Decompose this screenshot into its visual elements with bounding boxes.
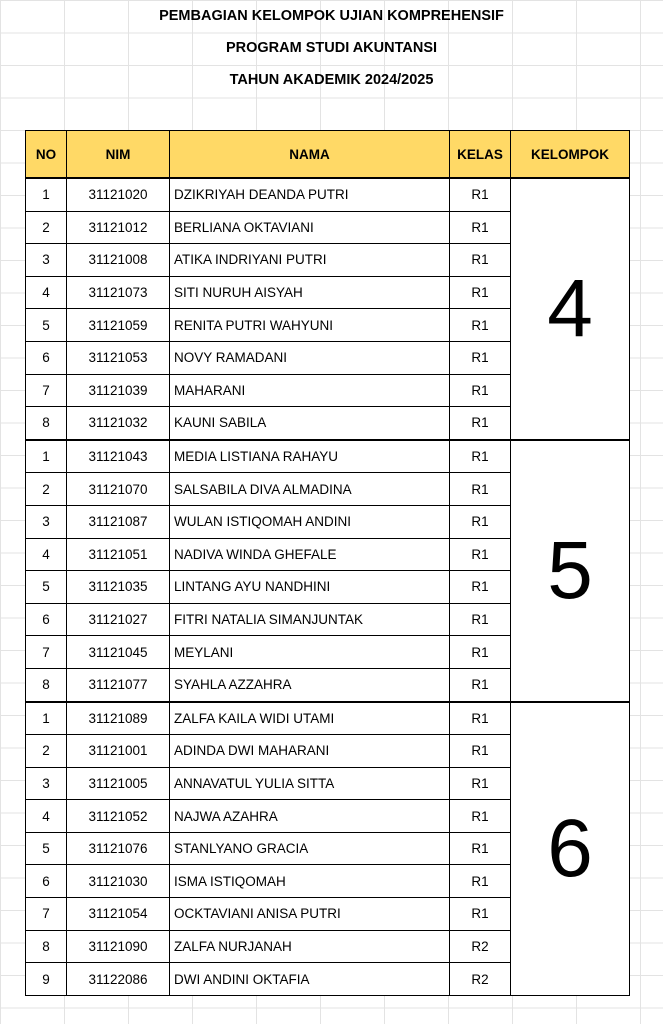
- cell-no[interactable]: 4: [26, 276, 67, 309]
- main-title: PEMBAGIAN KELOMPOK UJIAN KOMPREHENSIF: [159, 8, 504, 24]
- cell-nim[interactable]: 31121027: [67, 603, 170, 636]
- cell-no[interactable]: 8: [26, 930, 67, 963]
- cell-nim[interactable]: 31121039: [67, 374, 170, 407]
- cell-kelas[interactable]: R1: [450, 735, 511, 768]
- cell-nama[interactable]: WULAN ISTIQOMAH ANDINI: [170, 505, 450, 538]
- cell-nama[interactable]: STANLYANO GRACIA: [170, 832, 450, 865]
- cell-nama[interactable]: FITRI NATALIA SIMANJUNTAK: [170, 603, 450, 636]
- cell-kelas[interactable]: R1: [450, 473, 511, 506]
- header-no[interactable]: NO: [26, 131, 67, 179]
- kelompok-number[interactable]: 4: [511, 178, 630, 440]
- header-nim[interactable]: NIM: [67, 131, 170, 179]
- cell-nim[interactable]: 31121053: [67, 341, 170, 374]
- cell-no[interactable]: 1: [26, 178, 67, 211]
- cell-no[interactable]: 7: [26, 898, 67, 931]
- kelompok-number[interactable]: 6: [511, 702, 630, 996]
- group-3: [26, 702, 630, 996]
- cell-nim[interactable]: 31121077: [67, 668, 170, 701]
- cell-kelas[interactable]: R1: [450, 178, 511, 211]
- cell-nama[interactable]: DZIKRIYAH DEANDA PUTRI: [170, 178, 450, 211]
- cell-no[interactable]: 4: [26, 800, 67, 833]
- cell-nama[interactable]: SITI NURUH AISYAH: [170, 276, 450, 309]
- cell-nim[interactable]: 31121001: [67, 735, 170, 768]
- cell-kelas[interactable]: R1: [450, 538, 511, 571]
- cell-no[interactable]: 5: [26, 309, 67, 342]
- cell-nama[interactable]: NAJWA AZAHRA: [170, 800, 450, 833]
- header-row: [26, 131, 630, 179]
- cell-no[interactable]: 3: [26, 244, 67, 277]
- cell-no[interactable]: 1: [26, 702, 67, 735]
- cell-nim[interactable]: 31121051: [67, 538, 170, 571]
- table-row: [26, 178, 630, 211]
- cell-no[interactable]: 7: [26, 374, 67, 407]
- cell-kelas[interactable]: R1: [450, 767, 511, 800]
- cell-kelas[interactable]: R1: [450, 668, 511, 701]
- cell-nama[interactable]: SALSABILA DIVA ALMADINA: [170, 473, 450, 506]
- cell-no[interactable]: 1: [26, 440, 67, 473]
- cell-nim[interactable]: 31121087: [67, 505, 170, 538]
- cell-kelas[interactable]: R1: [450, 374, 511, 407]
- cell-kelas[interactable]: R1: [450, 702, 511, 735]
- cell-no[interactable]: 8: [26, 407, 67, 440]
- cell-nama[interactable]: KAUNI SABILA: [170, 407, 450, 440]
- cell-no[interactable]: 4: [26, 538, 67, 571]
- cell-kelas[interactable]: R1: [450, 505, 511, 538]
- cell-no[interactable]: 2: [26, 735, 67, 768]
- cell-nama[interactable]: RENITA PUTRI WAHYUNI: [170, 309, 450, 342]
- cell-kelas[interactable]: R1: [450, 636, 511, 669]
- cell-nama[interactable]: ZALFA KAILA WIDI UTAMI: [170, 702, 450, 735]
- cell-kelas[interactable]: R1: [450, 407, 511, 440]
- cell-no[interactable]: 8: [26, 668, 67, 701]
- cell-nama[interactable]: MEYLANI: [170, 636, 450, 669]
- cell-no[interactable]: 5: [26, 832, 67, 865]
- document-titles: [0, 0, 663, 96]
- cell-no[interactable]: 7: [26, 636, 67, 669]
- cell-nim[interactable]: 31121012: [67, 211, 170, 244]
- cell-nim[interactable]: 31121005: [67, 767, 170, 800]
- header-kelas[interactable]: KELAS: [450, 131, 511, 179]
- cell-nim[interactable]: 31121030: [67, 865, 170, 898]
- cell-nama[interactable]: SYAHLA AZZAHRA: [170, 668, 450, 701]
- kelompok-number[interactable]: 5: [511, 440, 630, 702]
- cell-kelas[interactable]: R1: [450, 571, 511, 604]
- cell-nama[interactable]: ADINDA DWI MAHARANI: [170, 735, 450, 768]
- group-assignment-table: [25, 130, 630, 996]
- cell-nama[interactable]: MAHARANI: [170, 374, 450, 407]
- cell-nim[interactable]: 31121089: [67, 702, 170, 735]
- cell-nama[interactable]: ISMA ISTIQOMAH: [170, 865, 450, 898]
- cell-kelas[interactable]: R1: [450, 800, 511, 833]
- cell-nim[interactable]: 31121043: [67, 440, 170, 473]
- cell-nama[interactable]: MEDIA LISTIANA RAHAYU: [170, 440, 450, 473]
- cell-nim[interactable]: 31121054: [67, 898, 170, 931]
- table-header: [26, 131, 630, 179]
- cell-no[interactable]: 2: [26, 473, 67, 506]
- cell-nim[interactable]: 31121073: [67, 276, 170, 309]
- cell-no[interactable]: 6: [26, 341, 67, 374]
- cell-kelas[interactable]: R1: [450, 865, 511, 898]
- academic-year-title: TAHUN AKADEMIK 2024/2025: [229, 72, 434, 88]
- cell-kelas[interactable]: R2: [450, 930, 511, 963]
- table-row: [26, 440, 630, 473]
- cell-nama[interactable]: ZALFA NURJANAH: [170, 930, 450, 963]
- cell-no[interactable]: 2: [26, 211, 67, 244]
- cell-nim[interactable]: 31121008: [67, 244, 170, 277]
- cell-nama[interactable]: NOVY RAMADANI: [170, 341, 450, 374]
- cell-kelas[interactable]: R1: [450, 341, 511, 374]
- cell-nim[interactable]: 31121090: [67, 930, 170, 963]
- cell-no[interactable]: 5: [26, 571, 67, 604]
- cell-nama[interactable]: LINTANG AYU NANDHINI: [170, 571, 450, 604]
- cell-nim[interactable]: 31121045: [67, 636, 170, 669]
- cell-kelas[interactable]: R1: [450, 244, 511, 277]
- cell-kelas[interactable]: R1: [450, 832, 511, 865]
- cell-nama[interactable]: DWI ANDINI OKTAFIA: [170, 963, 450, 996]
- group-1: [26, 178, 630, 440]
- program-title: PROGRAM STUDI AKUNTANSI: [225, 40, 438, 56]
- cell-kelas[interactable]: R1: [450, 211, 511, 244]
- cell-kelas[interactable]: R2: [450, 963, 511, 996]
- cell-kelas[interactable]: R1: [450, 309, 511, 342]
- cell-nim[interactable]: 31121052: [67, 800, 170, 833]
- cell-nim[interactable]: 31122086: [67, 963, 170, 996]
- header-kelompok[interactable]: KELOMPOK: [511, 131, 630, 179]
- cell-nama[interactable]: ANNAVATUL YULIA SITTA: [170, 767, 450, 800]
- cell-nama[interactable]: OCKTAVIANI ANISA PUTRI: [170, 898, 450, 931]
- cell-nim[interactable]: 31121032: [67, 407, 170, 440]
- cell-kelas[interactable]: R1: [450, 440, 511, 473]
- cell-no[interactable]: 9: [26, 963, 67, 996]
- cell-nim[interactable]: 31121076: [67, 832, 170, 865]
- cell-kelas[interactable]: R1: [450, 603, 511, 636]
- cell-nim[interactable]: 31121035: [67, 571, 170, 604]
- cell-kelas[interactable]: R1: [450, 276, 511, 309]
- cell-no[interactable]: 6: [26, 603, 67, 636]
- cell-no[interactable]: 3: [26, 767, 67, 800]
- header-nama[interactable]: NAMA: [170, 131, 450, 179]
- cell-nim[interactable]: 31121020: [67, 178, 170, 211]
- cell-no[interactable]: 6: [26, 865, 67, 898]
- cell-kelas[interactable]: R1: [450, 898, 511, 931]
- cell-nim[interactable]: 31121059: [67, 309, 170, 342]
- table-row: [26, 702, 630, 735]
- cell-nama[interactable]: NADIVA WINDA GHEFALE: [170, 538, 450, 571]
- cell-nama[interactable]: ATIKA INDRIYANI PUTRI: [170, 244, 450, 277]
- cell-nama[interactable]: BERLIANA OKTAVIANI: [170, 211, 450, 244]
- cell-nim[interactable]: 31121070: [67, 473, 170, 506]
- cell-no[interactable]: 3: [26, 505, 67, 538]
- group-2: [26, 440, 630, 702]
